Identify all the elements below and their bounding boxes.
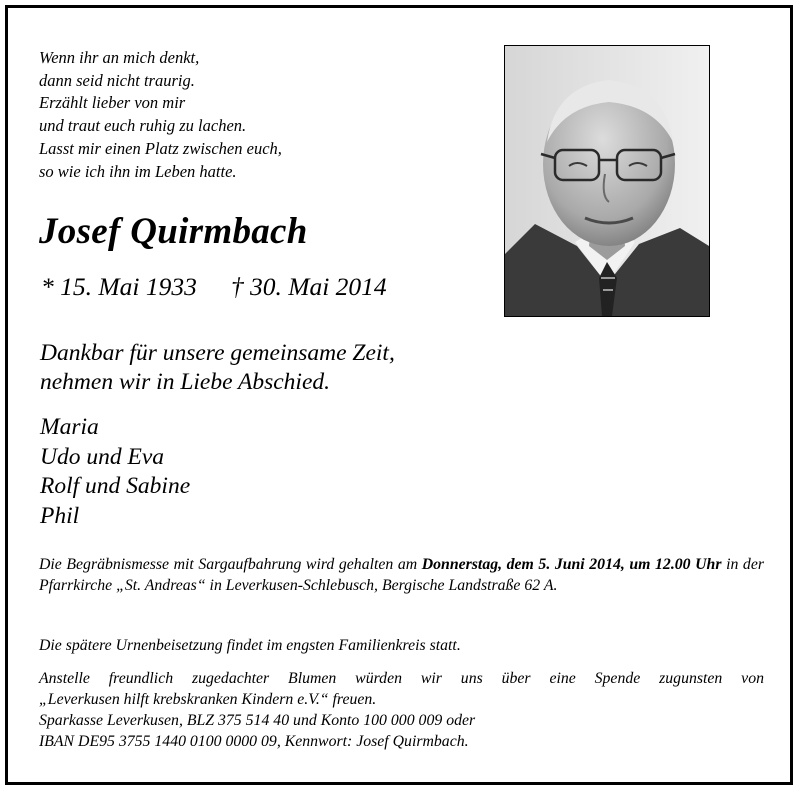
urn-burial-notice: Die spätere Urnenbeisetzung findet im engsten Familienkreis statt. (39, 637, 461, 654)
family-member: Udo und Eva (40, 443, 165, 470)
donation-line: Sparkasse Leverkusen, BLZ 375 514 40 und Konto 100 000 009 oder (39, 712, 476, 729)
donation-notice (39, 668, 764, 752)
obituary-card (5, 5, 793, 785)
donation-line: IBAN DE95 3755 1440 0100 0000 09, Kennwort: Josef Quirmbach. (39, 733, 469, 750)
mass-intro: Die Begräbnismesse mit Sargaufbahrung wird gehalten am (39, 556, 422, 573)
poem-line: Lasst mir einen Platz zwischen euch, (39, 138, 282, 158)
poem-line: Wenn ihr an mich denkt, (39, 48, 200, 67)
mass-place: in der Pfarrkirche „St. Andreas“ in Leverkusen-Schlebusch, Bergische Landstraße 62 A. (39, 556, 764, 594)
farewell-line: nehmen wir in Liebe Abschied. (40, 369, 331, 395)
funeral-mass-notice (39, 554, 764, 596)
farewell-line: Dankbar für unsere gemeinsame Zeit, (40, 340, 395, 366)
mass-date: Donnerstag, dem 5. Juni 2014, um 12.00 Uhr (421, 556, 722, 573)
life-dates (41, 272, 387, 302)
portrait-photo (504, 45, 710, 317)
donation-line: Anstelle freundlich zugedachter Blumen würden wir uns über eine Spende zugunsten von (39, 670, 764, 687)
memorial-poem (39, 47, 282, 183)
poem-line: Erzählt lieber von mir (39, 93, 186, 113)
family-signatures (40, 413, 190, 531)
family-member: Rolf und Sabine (40, 473, 191, 499)
poem-line: und traut euch ruhig zu lachen. (39, 116, 247, 136)
death-date: † 30. Mai 2014 (230, 272, 387, 301)
deceased-name: Josef Quirmbach (39, 211, 308, 252)
donation-line: „Leverkusen hilft krebskranken Kindern e.V.“ freuen. (39, 691, 377, 708)
birth-date: * 15. Mai 1933 (41, 272, 197, 301)
poem-line: so wie ich ihn im Leben hatte. (39, 161, 237, 181)
family-member: Maria (40, 414, 99, 440)
farewell-message (40, 339, 395, 397)
family-member: Phil (40, 502, 80, 529)
poem-line: dann seid nicht traurig. (39, 70, 195, 90)
portrait-illustration (505, 46, 709, 316)
